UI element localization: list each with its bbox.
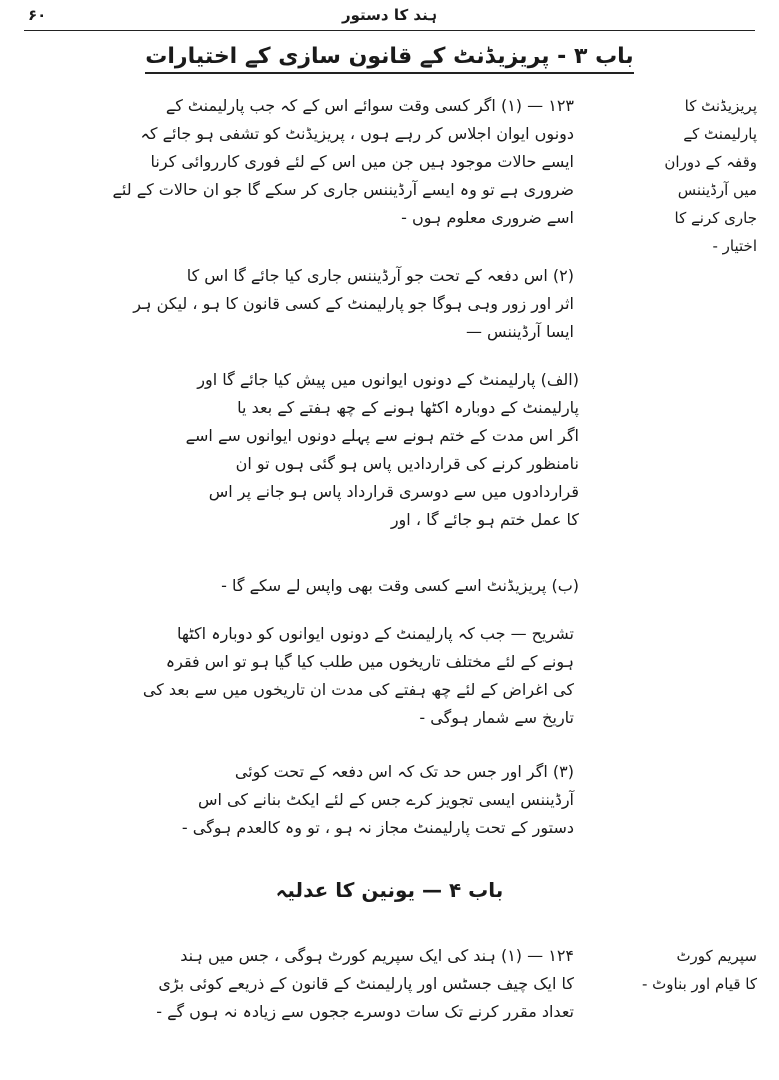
chapter-4-title-text: باب ۴ — یونین کا عدلیہ xyxy=(275,878,504,902)
running-title: ہند کا دستور xyxy=(342,6,437,24)
text-line: کی اغراض کے لئے چھ ہفتے کی مدت ان تاریخوں میں سے بعد کی xyxy=(142,680,574,699)
text-line: (ب) پریزیڈنٹ اسے کسی وقت بھی واپس لے سکے گا - xyxy=(221,576,579,595)
margin-note-line: اختیار - xyxy=(712,237,757,255)
article-123-clause-2 xyxy=(30,262,574,346)
text-line: (الف) پارلیمنٹ کے دونوں ایوانوں میں پیش کیا جائے گا اور xyxy=(197,370,579,389)
text-line: تشریح — جب کہ پارلیمنٹ کے دونوں ایوانوں کو دوبارہ اکٹھا xyxy=(176,624,574,643)
margin-note-line: پارلیمنٹ کے xyxy=(683,125,757,143)
text-line: کا عمل ختم ہو جائے گا ، اور xyxy=(390,510,579,529)
page-header xyxy=(24,6,755,31)
margin-note-line: کا قیام اور بناوٹ - xyxy=(641,975,757,993)
page-number: ۶۰ xyxy=(28,6,47,24)
text-line: پارلیمنٹ کے دوبارہ اکٹھا ہونے کے چھ ہفتے کے بعد یا xyxy=(237,398,579,417)
text-line: ۱۲۳ — (۱) اگر کسی وقت سوائے اس کے کہ جب پارلیمنٹ کے xyxy=(165,96,574,115)
text-line: ۱۲۴ — (۱) ہند کی ایک سپریم کورٹ ہوگی ، جس میں ہند xyxy=(180,946,574,965)
margin-note-ordinance-power xyxy=(609,92,757,260)
margin-note-line: پریزیڈنٹ کا xyxy=(684,97,757,115)
text-line: اگر اس مدت کے ختم ہونے سے پہلے دونوں ایوانوں سے اسے xyxy=(185,426,579,445)
margin-note-line: سپریم کورٹ xyxy=(676,947,757,965)
clause-alif xyxy=(70,366,579,534)
explanation xyxy=(30,620,574,732)
text-line: کا ایک چیف جسٹس اور پارلیمنٹ کے قانون کے ذریعے کوئی بڑی xyxy=(158,974,574,993)
chapter-3-title-text: باب ۳ - پریزیڈنٹ کے قانون سازی کے اختیارات xyxy=(145,44,633,74)
text-line: ضروری ہے تو وہ ایسے آرڈیننس جاری کر سکے گا جو ان حالات کے لئے xyxy=(112,180,574,199)
text-line: دستور کے تحت پارلیمنٹ مجاز نہ ہو ، تو وہ کالعدم ہوگی - xyxy=(181,818,574,837)
article-123-clause-3 xyxy=(30,758,574,842)
text-line: تاریخ سے شمار ہوگی - xyxy=(419,708,574,727)
text-line: دونوں ایوان اجلاس کر رہے ہوں ، پریزیڈنٹ کو تشفی ہو جائے کہ xyxy=(140,124,574,143)
text-line: ہونے کے لئے مختلف تاریخوں میں طلب کیا گیا ہو تو اس فقرہ xyxy=(165,652,574,671)
margin-note-supreme-court xyxy=(609,942,757,998)
clause-be xyxy=(70,572,579,600)
text-line: (۳) اگر اور جس حد تک کہ اس دفعہ کے تحت کوئی xyxy=(234,762,574,781)
text-line: (۲) اس دفعہ کے تحت جو آرڈیننس جاری کیا جائے گا اس کا xyxy=(186,266,574,285)
text-line: قراردادوں میں سے دوسری قرارداد پاس ہو جانے پر اس xyxy=(208,482,579,501)
text-line: اثر اور زور وہی ہوگا جو پارلیمنٹ کے کسی قانون کا ہو ، لیکن ہر xyxy=(133,294,574,313)
margin-note-line: وقفہ کے دوران xyxy=(664,153,757,171)
text-line: اسے ضروری معلوم ہوں - xyxy=(401,208,574,227)
margin-note-line: جاری کرنے کا xyxy=(674,209,757,227)
article-124-clause-1 xyxy=(30,942,574,1026)
text-line: ایسے حالات موجود ہیں جن میں اس کے لئے فوری کارروائی کرنا xyxy=(150,152,574,171)
margin-note-line: میں آرڈیننس xyxy=(677,181,757,199)
text-line: ایسا آرڈیننس — xyxy=(465,322,574,341)
text-line: آرڈیننس ایسی تجویز کرے جس کے لئے ایکٹ بنانے کی اس xyxy=(197,790,574,809)
text-line: نامنظور کرنے کی قراردادیں پاس ہو گئی ہوں تو ان xyxy=(235,454,579,473)
text-line: تعداد مقرر کرنے تک سات دوسرے ججوں سے زیادہ نہ ہوں گے - xyxy=(156,1002,574,1021)
chapter-3-title xyxy=(60,44,719,69)
article-123-clause-1 xyxy=(30,92,574,232)
chapter-4-title xyxy=(60,878,719,902)
